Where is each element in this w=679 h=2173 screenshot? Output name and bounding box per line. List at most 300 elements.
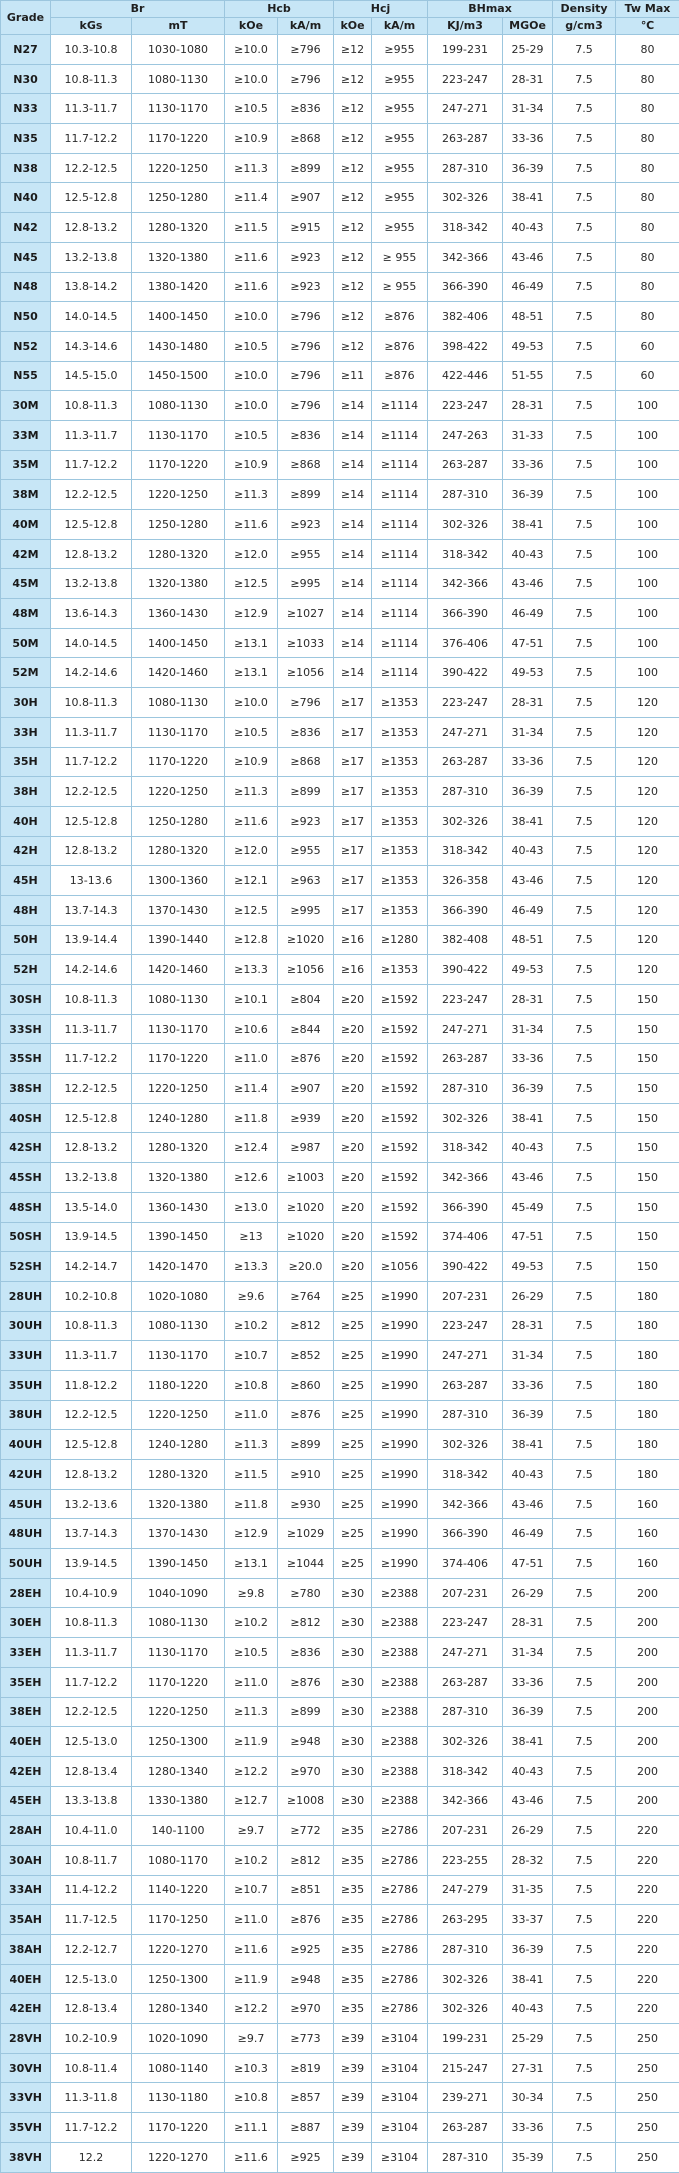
hcj-koe-cell: ≥35 [334, 1905, 372, 1935]
hcb-kam-cell: ≥876 [278, 1905, 334, 1935]
hcj-kam-cell: ≥1592 [372, 985, 428, 1015]
density-cell: 7.5 [553, 658, 616, 688]
twmax-cell: 100 [616, 480, 679, 510]
hcj-koe-cell: ≥12 [334, 153, 372, 183]
bhmax-mgoe-cell: 28-31 [503, 391, 553, 421]
density-cell: 7.5 [553, 925, 616, 955]
hcj-kam-cell: ≥ 955 [372, 272, 428, 302]
hcb-kam-cell: ≥987 [278, 1133, 334, 1163]
unit-hcj-kam: kA/m [372, 18, 428, 35]
br-kgs-cell: 14.5-15.0 [51, 361, 132, 391]
hcb-koe-cell: ≥10.5 [225, 1638, 278, 1668]
hcj-kam-cell: ≥1353 [372, 955, 428, 985]
table-row [1, 450, 679, 480]
twmax-cell: 180 [616, 1311, 679, 1341]
bhmax-mgoe-cell: 38-41 [503, 1964, 553, 1994]
table-row [1, 1163, 679, 1193]
hcb-koe-cell: ≥12.2 [225, 1994, 278, 2024]
bhmax-mgoe-cell: 40-43 [503, 213, 553, 243]
bhmax-kjm3-cell: 263-287 [428, 124, 503, 154]
grade-cell: 52SH [1, 1252, 51, 1282]
density-cell: 7.5 [553, 2142, 616, 2172]
hcb-kam-cell: ≥925 [278, 1935, 334, 1965]
bhmax-mgoe-cell: 33-36 [503, 124, 553, 154]
table-row [1, 213, 679, 243]
br-kgs-cell: 11.3-11.7 [51, 1638, 132, 1668]
twmax-cell: 220 [616, 1905, 679, 1935]
density-cell: 7.5 [553, 1163, 616, 1193]
bhmax-mgoe-cell: 28-32 [503, 1845, 553, 1875]
hcj-kam-cell: ≥ 955 [372, 242, 428, 272]
hcb-kam-cell: ≥923 [278, 510, 334, 540]
grade-cell: 50H [1, 925, 51, 955]
hcj-kam-cell: ≥2388 [372, 1667, 428, 1697]
br-mt-cell: 1280-1340 [132, 1994, 225, 2024]
bhmax-mgoe-cell: 46-49 [503, 895, 553, 925]
br-kgs-cell: 13.6-14.3 [51, 599, 132, 629]
bhmax-mgoe-cell: 45-49 [503, 1192, 553, 1222]
hcb-kam-cell: ≥780 [278, 1578, 334, 1608]
hcj-kam-cell: ≥1592 [372, 1133, 428, 1163]
hcb-koe-cell: ≥11.3 [225, 777, 278, 807]
hcb-kam-cell: ≥796 [278, 331, 334, 361]
table-row [1, 183, 679, 213]
density-cell: 7.5 [553, 1281, 616, 1311]
bhmax-mgoe-cell: 31-34 [503, 1014, 553, 1044]
hcj-koe-cell: ≥39 [334, 2142, 372, 2172]
hcb-koe-cell: ≥12.9 [225, 599, 278, 629]
hcj-kam-cell: ≥955 [372, 94, 428, 124]
density-cell: 7.5 [553, 64, 616, 94]
density-cell: 7.5 [553, 2083, 616, 2113]
hcj-koe-cell: ≥14 [334, 569, 372, 599]
density-cell: 7.5 [553, 510, 616, 540]
bhmax-mgoe-cell: 47-51 [503, 628, 553, 658]
br-kgs-cell: 12.2-12.5 [51, 153, 132, 183]
table-row [1, 1519, 679, 1549]
br-kgs-cell: 10.8-11.3 [51, 1311, 132, 1341]
br-kgs-cell: 14.2-14.7 [51, 1252, 132, 1282]
grade-cell: 33EH [1, 1638, 51, 1668]
hcb-koe-cell: ≥10.0 [225, 64, 278, 94]
twmax-cell: 200 [616, 1786, 679, 1816]
bhmax-mgoe-cell: 26-29 [503, 1578, 553, 1608]
bhmax-mgoe-cell: 51-55 [503, 361, 553, 391]
grade-cell: N48 [1, 272, 51, 302]
hcj-koe-cell: ≥39 [334, 2083, 372, 2113]
hcj-koe-cell: ≥39 [334, 2024, 372, 2054]
bhmax-kjm3-cell: 287-310 [428, 480, 503, 510]
table-row [1, 1489, 679, 1519]
br-mt-cell: 1370-1430 [132, 895, 225, 925]
grade-cell: 38AH [1, 1935, 51, 1965]
bhmax-mgoe-cell: 47-51 [503, 1549, 553, 1579]
bhmax-mgoe-cell: 28-31 [503, 64, 553, 94]
br-mt-cell: 1030-1080 [132, 35, 225, 65]
table-row [1, 302, 679, 332]
bhmax-kjm3-cell: 223-247 [428, 64, 503, 94]
table-row [1, 2083, 679, 2113]
density-cell: 7.5 [553, 747, 616, 777]
br-kgs-cell: 11.7-12.2 [51, 1667, 132, 1697]
hcb-kam-cell: ≥887 [278, 2113, 334, 2143]
hcb-kam-cell: ≥970 [278, 1994, 334, 2024]
hcb-kam-cell: ≥857 [278, 2083, 334, 2113]
bhmax-mgoe-cell: 28-31 [503, 985, 553, 1015]
br-kgs-cell: 10.2-10.9 [51, 2024, 132, 2054]
density-cell: 7.5 [553, 94, 616, 124]
bhmax-kjm3-cell: 223-255 [428, 1845, 503, 1875]
hcb-kam-cell: ≥868 [278, 747, 334, 777]
hcj-kam-cell: ≥876 [372, 302, 428, 332]
bhmax-kjm3-cell: 247-271 [428, 1341, 503, 1371]
bhmax-kjm3-cell: 376-406 [428, 628, 503, 658]
table-row [1, 895, 679, 925]
hcb-koe-cell: ≥11.4 [225, 183, 278, 213]
twmax-cell: 120 [616, 866, 679, 896]
density-cell: 7.5 [553, 1935, 616, 1965]
table-row [1, 599, 679, 629]
br-mt-cell: 1140-1220 [132, 1875, 225, 1905]
hcj-koe-cell: ≥25 [334, 1281, 372, 1311]
br-mt-cell: 1300-1360 [132, 866, 225, 896]
br-kgs-cell: 11.7-12.2 [51, 2113, 132, 2143]
hcb-kam-cell: ≥1029 [278, 1519, 334, 1549]
hcj-kam-cell: ≥1353 [372, 717, 428, 747]
density-cell: 7.5 [553, 391, 616, 421]
hcb-kam-cell: ≥796 [278, 35, 334, 65]
hcj-kam-cell: ≥2388 [372, 1697, 428, 1727]
density-cell: 7.5 [553, 599, 616, 629]
grade-cell: 35H [1, 747, 51, 777]
hcj-kam-cell: ≥1114 [372, 480, 428, 510]
br-mt-cell: 1280-1320 [132, 1133, 225, 1163]
hcb-koe-cell: ≥11.9 [225, 1964, 278, 1994]
hcb-koe-cell: ≥11.3 [225, 480, 278, 510]
table-row [1, 985, 679, 1015]
hcj-kam-cell: ≥2786 [372, 1935, 428, 1965]
twmax-cell: 250 [616, 2142, 679, 2172]
table-row [1, 925, 679, 955]
twmax-cell: 220 [616, 1994, 679, 2024]
br-kgs-cell: 11.3-11.8 [51, 2083, 132, 2113]
table-row [1, 510, 679, 540]
hcj-kam-cell: ≥2786 [372, 1845, 428, 1875]
bhmax-mgoe-cell: 31-34 [503, 717, 553, 747]
hcb-koe-cell: ≥10.5 [225, 420, 278, 450]
hcb-kam-cell: ≥948 [278, 1727, 334, 1757]
grade-cell: 50UH [1, 1549, 51, 1579]
hcb-koe-cell: ≥10.2 [225, 1845, 278, 1875]
grade-cell: 30M [1, 391, 51, 421]
br-mt-cell: 1250-1280 [132, 510, 225, 540]
hcb-koe-cell: ≥11.6 [225, 272, 278, 302]
hcb-kam-cell: ≥907 [278, 1074, 334, 1104]
grade-cell: 50M [1, 628, 51, 658]
br-mt-cell: 1400-1450 [132, 302, 225, 332]
table-row [1, 717, 679, 747]
bhmax-kjm3-cell: 223-247 [428, 688, 503, 718]
bhmax-kjm3-cell: 302-326 [428, 1430, 503, 1460]
br-mt-cell: 1390-1440 [132, 925, 225, 955]
hcj-koe-cell: ≥14 [334, 510, 372, 540]
hcj-kam-cell: ≥2388 [372, 1638, 428, 1668]
unit-celsius: ℃ [616, 18, 679, 35]
hcb-kam-cell: ≥772 [278, 1816, 334, 1846]
hcb-kam-cell: ≥836 [278, 1638, 334, 1668]
bhmax-kjm3-cell: 287-310 [428, 777, 503, 807]
density-cell: 7.5 [553, 866, 616, 896]
hcb-koe-cell: ≥10.5 [225, 94, 278, 124]
br-mt-cell: 1130-1170 [132, 94, 225, 124]
hcj-koe-cell: ≥14 [334, 658, 372, 688]
density-cell: 7.5 [553, 806, 616, 836]
grade-cell: 40SH [1, 1103, 51, 1133]
bhmax-mgoe-cell: 33-37 [503, 1905, 553, 1935]
grade-cell: N50 [1, 302, 51, 332]
unit-hcj-koe: kOe [334, 18, 372, 35]
grade-cell: 42EH [1, 1994, 51, 2024]
hcb-kam-cell: ≥868 [278, 124, 334, 154]
bhmax-mgoe-cell: 38-41 [503, 1727, 553, 1757]
bhmax-mgoe-cell: 33-36 [503, 450, 553, 480]
grade-cell: N38 [1, 153, 51, 183]
bhmax-kjm3-cell: 398-422 [428, 331, 503, 361]
br-kgs-cell: 12.5-12.8 [51, 183, 132, 213]
br-mt-cell: 140-1100 [132, 1816, 225, 1846]
hcb-kam-cell: ≥963 [278, 866, 334, 896]
br-mt-cell: 1170-1220 [132, 1044, 225, 1074]
twmax-cell: 150 [616, 1192, 679, 1222]
grade-cell: 33VH [1, 2083, 51, 2113]
twmax-cell: 180 [616, 1281, 679, 1311]
hcj-kam-cell: ≥2786 [372, 1875, 428, 1905]
grade-cell: 48M [1, 599, 51, 629]
br-kgs-cell: 13.2-13.6 [51, 1489, 132, 1519]
twmax-cell: 120 [616, 747, 679, 777]
table-row [1, 2142, 679, 2172]
table-row [1, 836, 679, 866]
hcj-kam-cell: ≥955 [372, 153, 428, 183]
density-cell: 7.5 [553, 985, 616, 1015]
br-kgs-cell: 13.8-14.2 [51, 272, 132, 302]
grade-cell: 40M [1, 510, 51, 540]
bhmax-mgoe-cell: 36-39 [503, 1400, 553, 1430]
br-mt-cell: 1080-1130 [132, 985, 225, 1015]
bhmax-kjm3-cell: 366-390 [428, 895, 503, 925]
grade-cell: 28UH [1, 1281, 51, 1311]
br-mt-cell: 1040-1090 [132, 1578, 225, 1608]
hcj-koe-cell: ≥35 [334, 1935, 372, 1965]
bhmax-kjm3-cell: 287-310 [428, 2142, 503, 2172]
br-mt-cell: 1280-1320 [132, 836, 225, 866]
bhmax-mgoe-cell: 28-31 [503, 1608, 553, 1638]
table-row [1, 1103, 679, 1133]
hcj-kam-cell: ≥1592 [372, 1014, 428, 1044]
bhmax-mgoe-cell: 40-43 [503, 1460, 553, 1490]
hcb-kam-cell: ≥995 [278, 569, 334, 599]
hcj-koe-cell: ≥25 [334, 1460, 372, 1490]
hcb-kam-cell: ≥923 [278, 242, 334, 272]
hcj-koe-cell: ≥35 [334, 1845, 372, 1875]
bhmax-kjm3-cell: 342-366 [428, 569, 503, 599]
br-mt-cell: 1320-1380 [132, 1489, 225, 1519]
hcj-koe-cell: ≥12 [334, 302, 372, 332]
br-mt-cell: 1170-1220 [132, 2113, 225, 2143]
hcb-koe-cell: ≥10.5 [225, 717, 278, 747]
hcj-kam-cell: ≥1990 [372, 1549, 428, 1579]
bhmax-kjm3-cell: 326-358 [428, 866, 503, 896]
table-row [1, 1549, 679, 1579]
hcj-koe-cell: ≥17 [334, 806, 372, 836]
hcj-kam-cell: ≥876 [372, 331, 428, 361]
br-kgs-cell: 10.3-10.8 [51, 35, 132, 65]
hcj-kam-cell: ≥2388 [372, 1756, 428, 1786]
twmax-cell: 150 [616, 1044, 679, 1074]
br-kgs-cell: 12.8-13.4 [51, 1756, 132, 1786]
grade-cell: N45 [1, 242, 51, 272]
table-row [1, 1014, 679, 1044]
hcj-kam-cell: ≥2786 [372, 1905, 428, 1935]
hcb-koe-cell: ≥11.3 [225, 1697, 278, 1727]
hcb-kam-cell: ≥860 [278, 1370, 334, 1400]
table-row [1, 1727, 679, 1757]
density-cell: 7.5 [553, 1964, 616, 1994]
bhmax-mgoe-cell: 33-36 [503, 1370, 553, 1400]
table-row [1, 688, 679, 718]
bhmax-kjm3-cell: 247-279 [428, 1875, 503, 1905]
grade-cell: 40EH [1, 1964, 51, 1994]
br-kgs-cell: 10.8-11.3 [51, 64, 132, 94]
hcj-koe-cell: ≥12 [334, 94, 372, 124]
bhmax-kjm3-cell: 263-287 [428, 2113, 503, 2143]
hcb-koe-cell: ≥12.1 [225, 866, 278, 896]
twmax-cell: 80 [616, 302, 679, 332]
hcj-koe-cell: ≥17 [334, 836, 372, 866]
twmax-cell: 150 [616, 1163, 679, 1193]
hcj-kam-cell: ≥955 [372, 64, 428, 94]
hcb-kam-cell: ≥915 [278, 213, 334, 243]
br-mt-cell: 1220-1270 [132, 2142, 225, 2172]
header-grade: Grade [1, 1, 51, 35]
br-mt-cell: 1250-1300 [132, 1727, 225, 1757]
bhmax-mgoe-cell: 38-41 [503, 806, 553, 836]
density-cell: 7.5 [553, 1875, 616, 1905]
bhmax-mgoe-cell: 43-46 [503, 1163, 553, 1193]
density-cell: 7.5 [553, 1638, 616, 1668]
bhmax-mgoe-cell: 33-36 [503, 747, 553, 777]
density-cell: 7.5 [553, 1994, 616, 2024]
br-kgs-cell: 12.8-13.2 [51, 1133, 132, 1163]
bhmax-mgoe-cell: 36-39 [503, 1074, 553, 1104]
hcb-kam-cell: ≥844 [278, 1014, 334, 1044]
hcb-kam-cell: ≥923 [278, 806, 334, 836]
hcb-kam-cell: ≥851 [278, 1875, 334, 1905]
grade-cell: N42 [1, 213, 51, 243]
bhmax-mgoe-cell: 30-34 [503, 2083, 553, 2113]
density-cell: 7.5 [553, 2024, 616, 2054]
br-kgs-cell: 12.5-12.8 [51, 806, 132, 836]
density-cell: 7.5 [553, 35, 616, 65]
hcb-koe-cell: ≥10.0 [225, 35, 278, 65]
hcb-kam-cell: ≥910 [278, 1460, 334, 1490]
table-row [1, 1875, 679, 1905]
bhmax-kjm3-cell: 366-390 [428, 599, 503, 629]
hcj-kam-cell: ≥2786 [372, 1964, 428, 1994]
density-cell: 7.5 [553, 183, 616, 213]
grade-cell: 48UH [1, 1519, 51, 1549]
hcj-kam-cell: ≥1990 [372, 1311, 428, 1341]
twmax-cell: 120 [616, 777, 679, 807]
bhmax-mgoe-cell: 40-43 [503, 1133, 553, 1163]
twmax-cell: 150 [616, 1252, 679, 1282]
br-kgs-cell: 11.7-12.5 [51, 1905, 132, 1935]
br-kgs-cell: 13.7-14.3 [51, 1519, 132, 1549]
br-kgs-cell: 10.8-11.7 [51, 1845, 132, 1875]
bhmax-kjm3-cell: 247-263 [428, 420, 503, 450]
hcj-koe-cell: ≥20 [334, 985, 372, 1015]
twmax-cell: 80 [616, 35, 679, 65]
hcj-kam-cell: ≥3104 [372, 2024, 428, 2054]
twmax-cell: 60 [616, 361, 679, 391]
bhmax-kjm3-cell: 302-326 [428, 183, 503, 213]
table-row [1, 777, 679, 807]
hcb-koe-cell: ≥11.4 [225, 1074, 278, 1104]
table-row [1, 1638, 679, 1668]
hcb-kam-cell: ≥868 [278, 450, 334, 480]
hcj-kam-cell: ≥1056 [372, 1252, 428, 1282]
hcb-kam-cell: ≥1020 [278, 1222, 334, 1252]
header-density: Density [553, 1, 616, 18]
bhmax-mgoe-cell: 27-31 [503, 2053, 553, 2083]
density-cell: 7.5 [553, 242, 616, 272]
hcj-koe-cell: ≥14 [334, 480, 372, 510]
br-kgs-cell: 12.5-12.8 [51, 1103, 132, 1133]
twmax-cell: 100 [616, 391, 679, 421]
hcb-kam-cell: ≥852 [278, 1341, 334, 1371]
br-mt-cell: 1170-1250 [132, 1905, 225, 1935]
hcb-koe-cell: ≥11.8 [225, 1103, 278, 1133]
bhmax-kjm3-cell: 287-310 [428, 1074, 503, 1104]
br-kgs-cell: 12.8-13.2 [51, 539, 132, 569]
twmax-cell: 100 [616, 450, 679, 480]
br-kgs-cell: 10.4-11.0 [51, 1816, 132, 1846]
br-kgs-cell: 11.7-12.2 [51, 450, 132, 480]
density-cell: 7.5 [553, 717, 616, 747]
header-hcb: Hcb [225, 1, 334, 18]
twmax-cell: 80 [616, 183, 679, 213]
hcb-koe-cell: ≥11.0 [225, 1400, 278, 1430]
hcb-kam-cell: ≥796 [278, 688, 334, 718]
twmax-cell: 120 [616, 955, 679, 985]
twmax-cell: 250 [616, 2024, 679, 2054]
hcj-koe-cell: ≥25 [334, 1519, 372, 1549]
br-mt-cell: 1220-1250 [132, 1400, 225, 1430]
hcj-koe-cell: ≥11 [334, 361, 372, 391]
grade-cell: 30AH [1, 1845, 51, 1875]
density-cell: 7.5 [553, 1311, 616, 1341]
br-kgs-cell: 12.8-13.2 [51, 1460, 132, 1490]
density-cell: 7.5 [553, 628, 616, 658]
table-row [1, 1578, 679, 1608]
hcb-koe-cell: ≥13.1 [225, 1549, 278, 1579]
br-kgs-cell: 10.8-11.4 [51, 2053, 132, 2083]
hcj-kam-cell: ≥1114 [372, 510, 428, 540]
bhmax-kjm3-cell: 247-271 [428, 94, 503, 124]
hcj-kam-cell: ≥2388 [372, 1727, 428, 1757]
hcb-koe-cell: ≥10.2 [225, 1608, 278, 1638]
bhmax-kjm3-cell: 287-310 [428, 1697, 503, 1727]
